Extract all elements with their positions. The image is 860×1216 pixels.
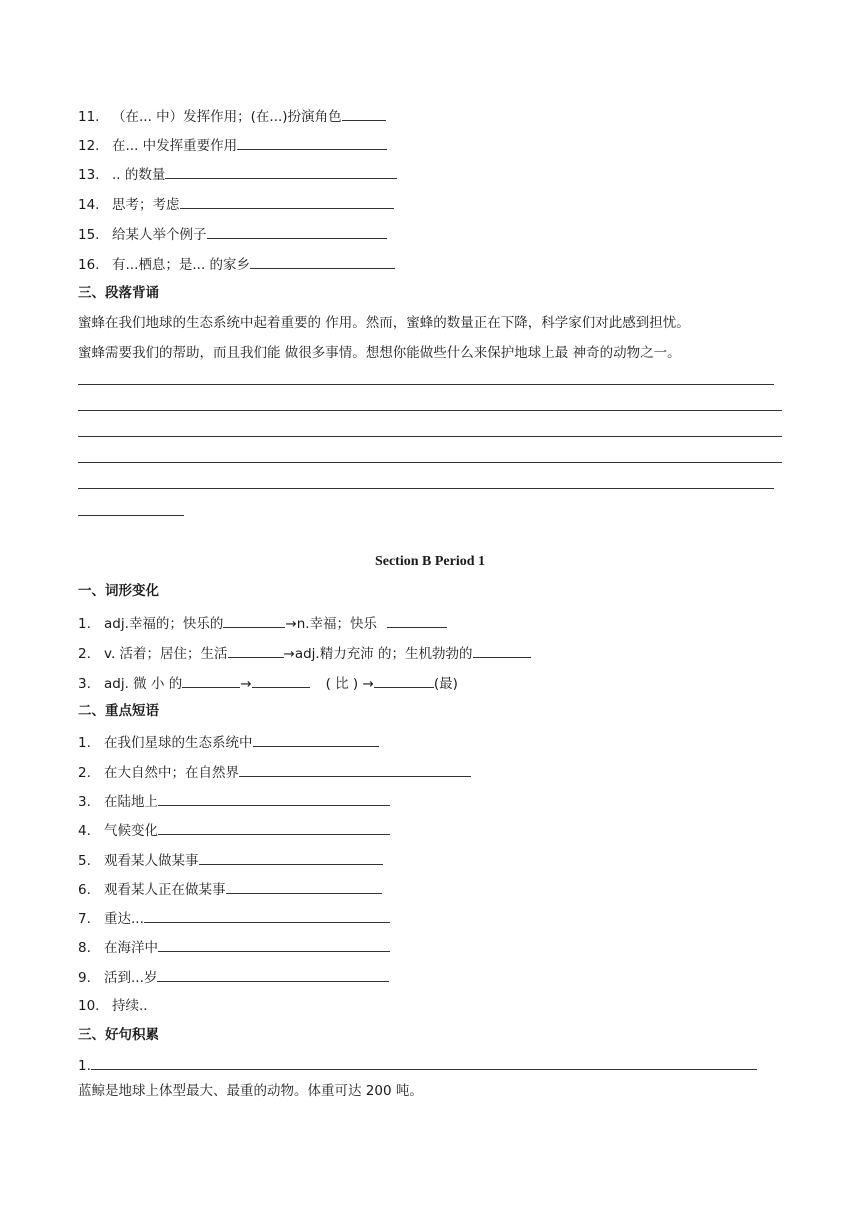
list-item: 14. 思考；考虑 xyxy=(78,194,394,214)
answer-blank[interactable] xyxy=(165,164,397,179)
answer-blank[interactable] xyxy=(144,908,390,923)
answer-blank[interactable] xyxy=(387,613,447,628)
paragraph-line: 蜜蜂需要我们的帮助，而且我们能 做很多事情。想想你能做些什么来保护地球上最 神奇的动物之一。 xyxy=(78,345,681,361)
section-heading: 二、重点短语 xyxy=(78,703,159,719)
list-item: 4. 气候变化 xyxy=(78,820,390,840)
list-item: 10. 持续.. xyxy=(78,998,148,1014)
answer-blank[interactable] xyxy=(199,850,383,865)
section-title: Section B Period 1 xyxy=(374,554,486,569)
answer-blank[interactable] xyxy=(158,820,390,835)
answer-blank[interactable] xyxy=(374,673,434,688)
writing-line[interactable] xyxy=(78,462,782,463)
list-item: 11. （在... 中）发挥作用；(在...)扮演角色 xyxy=(78,106,386,126)
answer-blank[interactable] xyxy=(253,732,379,747)
answer-blank[interactable] xyxy=(250,254,395,269)
list-item: 1. 在我们星球的生态系统中 xyxy=(78,732,379,752)
answer-blank[interactable] xyxy=(473,643,531,658)
answer-blank[interactable] xyxy=(252,673,310,688)
answer-blank[interactable] xyxy=(342,106,386,121)
answer-blank[interactable] xyxy=(158,937,390,952)
answer-blank[interactable] xyxy=(226,879,382,894)
answer-blank[interactable] xyxy=(157,967,389,982)
answer-blank[interactable] xyxy=(158,791,390,806)
list-item: 7. 重达... xyxy=(78,908,390,928)
list-item: 3. 在陆地上 xyxy=(78,791,390,811)
list-item: 1. xyxy=(78,1055,757,1075)
list-item: 5. 观看某人做某事 xyxy=(78,850,383,870)
paragraph-line: 蜜蜂在我们地球的生态系统中起着重要的 作用。然而，蜜蜂的数量正在下降，科学家们对此感到担忧。 xyxy=(78,315,690,331)
list-item: 8. 在海洋中 xyxy=(78,937,390,957)
writing-line[interactable] xyxy=(78,384,774,385)
answer-blank[interactable] xyxy=(239,762,471,777)
answer-blank[interactable] xyxy=(182,673,240,688)
list-item: 9. 活到...岁 xyxy=(78,967,389,987)
list-item: 6. 观看某人正在做某事 xyxy=(78,879,382,899)
list-item: 12. 在... 中发挥重要作用 xyxy=(78,135,387,155)
list-item: 16. 有...栖息；是... 的家乡 xyxy=(78,254,395,274)
list-item: 15. 给某人举个例子 xyxy=(78,224,387,244)
list-item: 3. adj. 微 小 的 → ( 比 ) → (最) xyxy=(78,673,458,693)
list-item: 1. adj.幸福的；快乐的 →n.幸福；快乐 xyxy=(78,613,447,633)
answer-blank[interactable] xyxy=(228,643,284,658)
answer-blank[interactable] xyxy=(223,613,285,628)
answer-blank[interactable] xyxy=(207,224,387,239)
writing-line[interactable] xyxy=(78,515,184,516)
section-heading: 一、词形变化 xyxy=(78,583,159,599)
sentence-text: 蓝鲸是地球上体型最大、最重的动物。体重可达 200 吨。 xyxy=(78,1083,423,1099)
list-item: 13. .. 的数量 xyxy=(78,164,397,184)
answer-blank[interactable] xyxy=(237,135,387,150)
writing-line[interactable] xyxy=(78,410,782,411)
list-item: 2. 在大自然中；在自然界 xyxy=(78,762,471,782)
list-item: 2. v. 活着；居住；生活 →adj.精力充沛 的；生机勃勃的 xyxy=(78,643,531,663)
section-heading: 三、好句积累 xyxy=(78,1027,159,1043)
answer-blank[interactable] xyxy=(180,194,394,209)
section-heading: 三、段落背诵 xyxy=(78,285,159,301)
writing-line[interactable] xyxy=(78,488,774,489)
writing-line[interactable] xyxy=(78,436,782,437)
answer-blank[interactable] xyxy=(91,1055,757,1070)
